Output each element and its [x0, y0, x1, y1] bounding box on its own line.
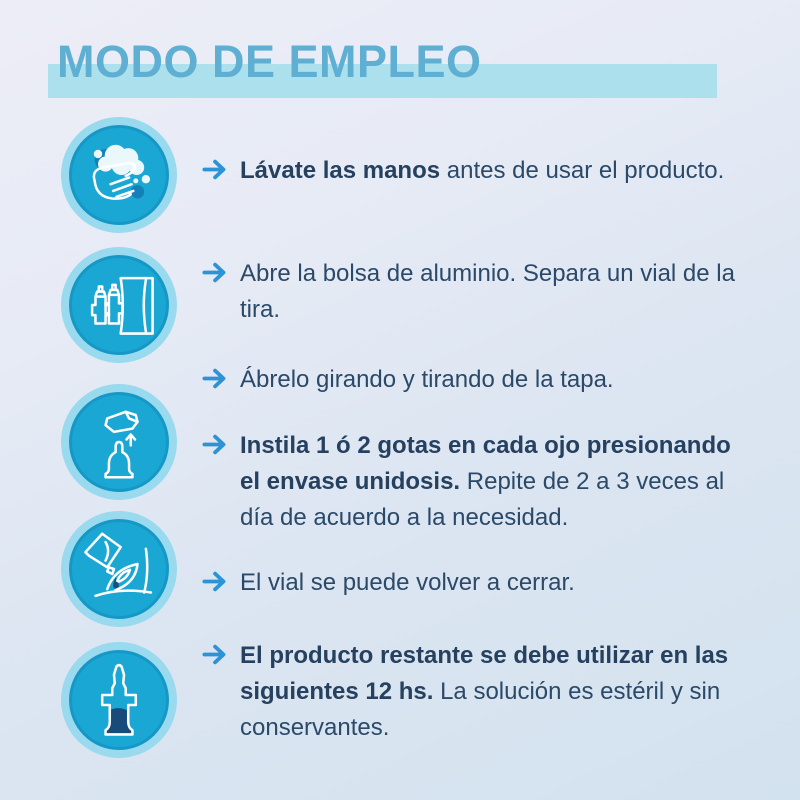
step-icon-circle [61, 247, 177, 363]
arrow-right-icon [201, 259, 228, 286]
step-text-bold: Lávate las manos [240, 157, 441, 184]
washing-hands-icon [77, 133, 161, 217]
step-text-rest: El vial se puede volver a cerrar. [240, 569, 575, 596]
step-text [240, 256, 752, 328]
header [0, 0, 800, 110]
step-row [201, 153, 761, 189]
step-text-rest: Abre la bolsa de aluminio. Separa un vial de la tira. [240, 260, 735, 323]
page-title: MODO DE EMPLEO [57, 36, 482, 87]
step-text [240, 428, 752, 536]
open-vial-cap-icon [77, 400, 161, 484]
step-text [240, 362, 752, 398]
arrow-right-icon [201, 641, 228, 668]
step-text-rest: La solución es estéril y sin conservantes. [240, 678, 721, 741]
step-text-bold: Instila 1 ó 2 gotas en cada ojo presionando el envase unidosis. [240, 432, 731, 495]
eye-drop-icon [77, 527, 161, 611]
arrow-right-icon [201, 365, 228, 392]
step-row [201, 565, 761, 601]
step-row [201, 638, 761, 746]
step-text-rest: Ábrelo girando y tirando de la tapa. [240, 366, 614, 393]
step-icon-circle [61, 511, 177, 627]
vial-liquid-icon [77, 658, 161, 742]
step-text [240, 638, 752, 746]
step-icon-circle [61, 642, 177, 758]
step-row [201, 428, 761, 536]
step-text-rest: antes de usar el producto. [440, 157, 725, 184]
step-text-rest: Repite de 2 a 3 veces al día de acuerdo a la necesidad. [240, 468, 725, 531]
step-text [240, 153, 752, 189]
step-icon-circle [61, 384, 177, 500]
step-icon-circle [61, 117, 177, 233]
arrow-right-icon [201, 156, 228, 183]
arrow-right-icon [201, 568, 228, 595]
step-row [201, 256, 761, 328]
step-text-bold: El producto restante se debe utilizar en las siguientes 12 hs. [240, 642, 729, 705]
arrow-right-icon [201, 431, 228, 458]
step-row [201, 362, 761, 398]
step-text [240, 565, 752, 601]
foil-pouch-vials-icon [77, 263, 161, 347]
